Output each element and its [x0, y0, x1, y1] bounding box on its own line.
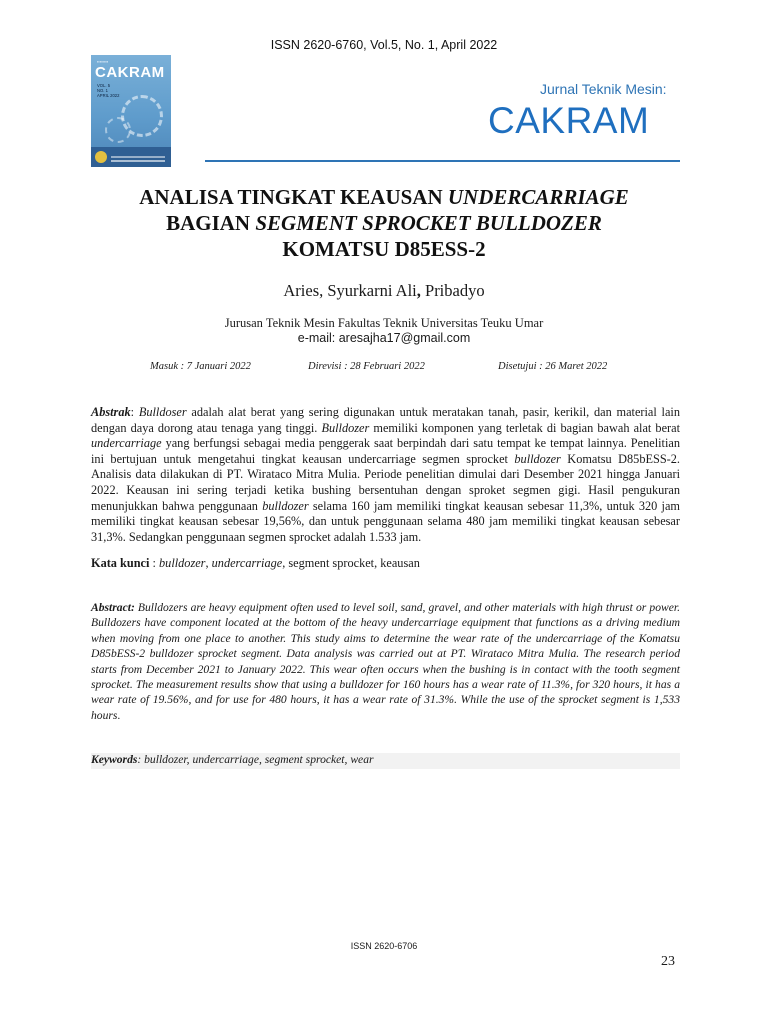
date-accepted: Disetujui : 26 Maret 2022	[498, 361, 608, 372]
university-logo-icon	[95, 151, 107, 163]
abstrak-paragraph: Abstrak: Bulldoser adalah alat berat yang sering digunakan untuk meratakan tanah, pasir, kerikil, dan material lain dengan daya dorong atau tenaga yang tinggi. Bulldozer memiliki komponen yang terletak di bagian bawah alat berat undercarriage yang berfungsi sebagai media penggerak saat berpindah dari satu tempat ke tempat lainnya. Penelitian ini bertujuan untuk mengetahui tingkat keausan undercarriage segmen sprocket bulldozer Komatsu D85bESS-2. Analisis data dilakukan di PT. Wirataco Mitra Mulia. Periode penelitian dimulai dari Desember 2021 hingga Januari 2022. Keausan ini sering terjadi ketika bushing bersentuhan dengan sproket segmen gigi. Hasil pengukuran menunjukkan bahwa penggunaan bulldozer selama 160 jam memiliki tingkat keausan sebesar 11,3%, untuk 320 jam memiliki tingkat keausan sebesar 19,56%, dan untuk penggunaan selama 480 jam memiliki tingkat keausan sebesar 31,3%. Sedangkan penggunaan segmen sprocket adalah 1.533 jam.	[91, 405, 680, 544]
date-revised: Direvisi : 28 Februari 2022	[308, 361, 425, 372]
cover-small-text: ▪▪▪▪▪▪▪▪	[97, 59, 109, 64]
author-email: e-mail: aresajha17@gmail.com	[297, 331, 471, 345]
page-number: 23	[661, 954, 675, 969]
title-line-2: BAGIAN SEGMENT SPROCKET BULLDOZER	[166, 211, 602, 235]
issn-footer: ISSN 2620-6706	[350, 941, 418, 951]
affiliation: Jurusan Teknik Mesin Fakultas Teknik Universitas Teuku Umar	[224, 316, 544, 330]
author-list: Aries, Syurkarni Ali, Pribadyo	[283, 281, 485, 300]
cover-info: VOL. 5 NO. 1 APRIL 2022	[97, 83, 120, 98]
journal-subtitle: Jurnal Teknik Mesin:	[540, 81, 667, 97]
title-line-3: KOMATSU D85ESS-2	[282, 237, 486, 261]
paper-title	[60, 184, 708, 262]
journal-cover-image	[91, 55, 171, 167]
keywords-english: Keywords: bulldozer, undercarriage, segment sprocket, wear	[91, 753, 680, 769]
date-received: Masuk : 7 Januari 2022	[150, 361, 251, 372]
gear-icon	[105, 117, 131, 143]
title-line-1: ANALISA TINGKAT KEAUSAN UNDERCARRIAGE	[139, 185, 629, 209]
issn-header: ISSN 2620-6760, Vol.5, No. 1, April 2022	[270, 38, 498, 52]
journal-name: CAKRAM	[488, 100, 650, 141]
cover-band-lines	[111, 160, 165, 162]
cover-title: CAKRAM	[95, 64, 165, 81]
kata-kunci: Kata kunci : bulldozer, undercarriage, segment sprocket, keausan	[91, 556, 420, 570]
header-divider	[205, 160, 680, 162]
abstract-english-paragraph: Abstract: Bulldozers are heavy equipment often used to level soil, sand, gravel, and other materials with high thrust or power. Bulldozers have component located at the bottom of the heavy undercarriage equipment that functions as a driving medium when moving from one place to another. This study aims to determine the wear rate of the undercarriage of the Komatsu D85bESS-2 bulldozer sprocket segment. Data analysis was carried out at PT. Wirataco Mitra Mulia. The research period starts from December 2021 to January 2022. This wear often occurs when the bushing is in contact with the tooth segment sprocket. The measurement results show that using a bulldozer for 160 hours has a wear rate of 11.3%, for 320 hours, it has a wear rate of 19.56%, and for use for 480 hours, it has a wear rate of 31.3%. While the use of the sprocket segment is 1,533 hours.	[91, 601, 680, 722]
